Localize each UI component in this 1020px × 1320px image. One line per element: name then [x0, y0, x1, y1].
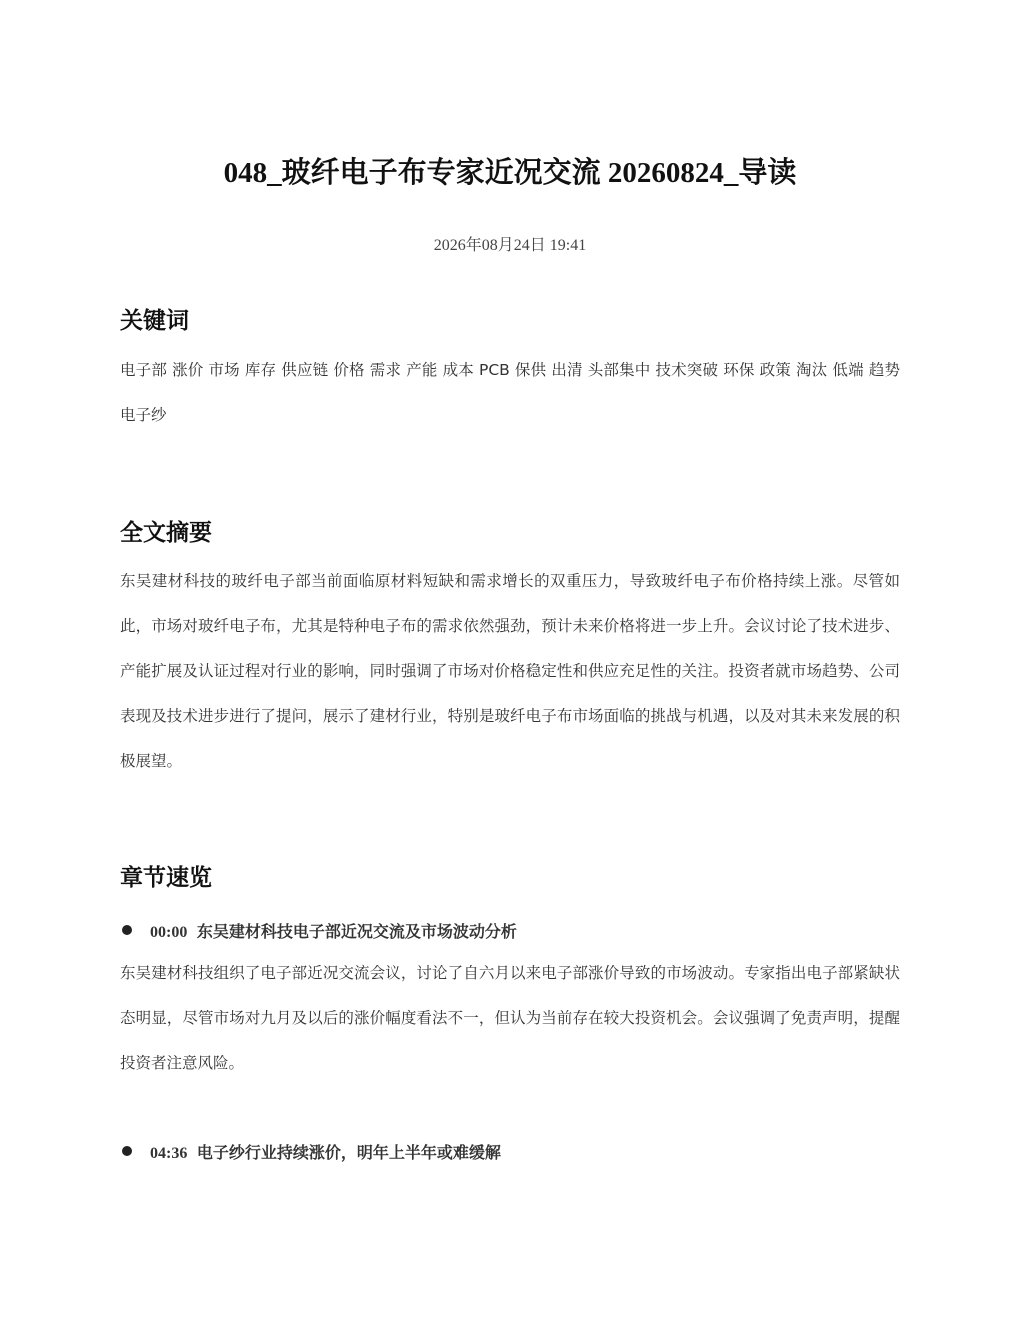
keywords-heading: 关键词: [120, 308, 189, 334]
chapter-item: [120, 1139, 900, 1163]
chapter-title-text: 电子纱行业持续涨价，明年上半年或难缓解: [196, 1142, 501, 1162]
chapter-text: 东吴建材科技组织了电子部近况交流会议，讨论了自六月以来电子部涨价导致的市场波动。专家指出电子部紧缺状态明显，尽管市场对九月及以后的涨价幅度看法不一，但认为当前存在较大投资机会。会议强调了免责声明，提醒投资者注意风险。: [120, 964, 900, 1072]
chapter-timestamp: 00:00: [150, 923, 188, 941]
chapter-title: [150, 1140, 501, 1163]
keywords-text: 电子部 涨价 市场 库存 供应链 价格 需求 产能 成本 PCB 保供 出清 头部集中 技术突破 环保 政策 淘汰 低端 趋势 电子纱: [120, 361, 900, 424]
chapter-item: [120, 918, 900, 1086]
document-title: 048_玻纤电子布专家近况交流 20260824_导读: [223, 157, 797, 189]
bullet-icon: [122, 1146, 132, 1156]
summary-text: 东吴建材科技的玻纤电子部当前面临原材料短缺和需求增长的双重压力，导致玻纤电子布价格持续上涨。尽管如此，市场对玻纤电子布，尤其是特种电子布的需求依然强劲，预计未来价格将进一步上升。会议讨论了技术进步、产能扩展及认证过程对行业的影响，同时强调了市场对价格稳定性和供应充足性的关注。投资者就市场趋势、公司表现及技术进步进行了提问，展示了建材行业，特别是玻纤电子布市场面临的挑战与机遇，以及对其未来发展的积极展望。: [120, 572, 900, 770]
bullet-icon: [122, 925, 132, 935]
chapter-header: [120, 1139, 900, 1163]
document-date: 2026年08月24日 19:41: [433, 237, 587, 254]
chapter-timestamp: 04:36: [150, 1144, 188, 1162]
summary-heading: 全文摘要: [120, 520, 212, 546]
chapters-heading: 章节速览: [120, 865, 212, 891]
chapter-header: [120, 918, 900, 942]
chapter-title-text: 东吴建材科技电子部近况交流及市场波动分析: [196, 921, 517, 941]
chapter-title: [150, 919, 517, 942]
